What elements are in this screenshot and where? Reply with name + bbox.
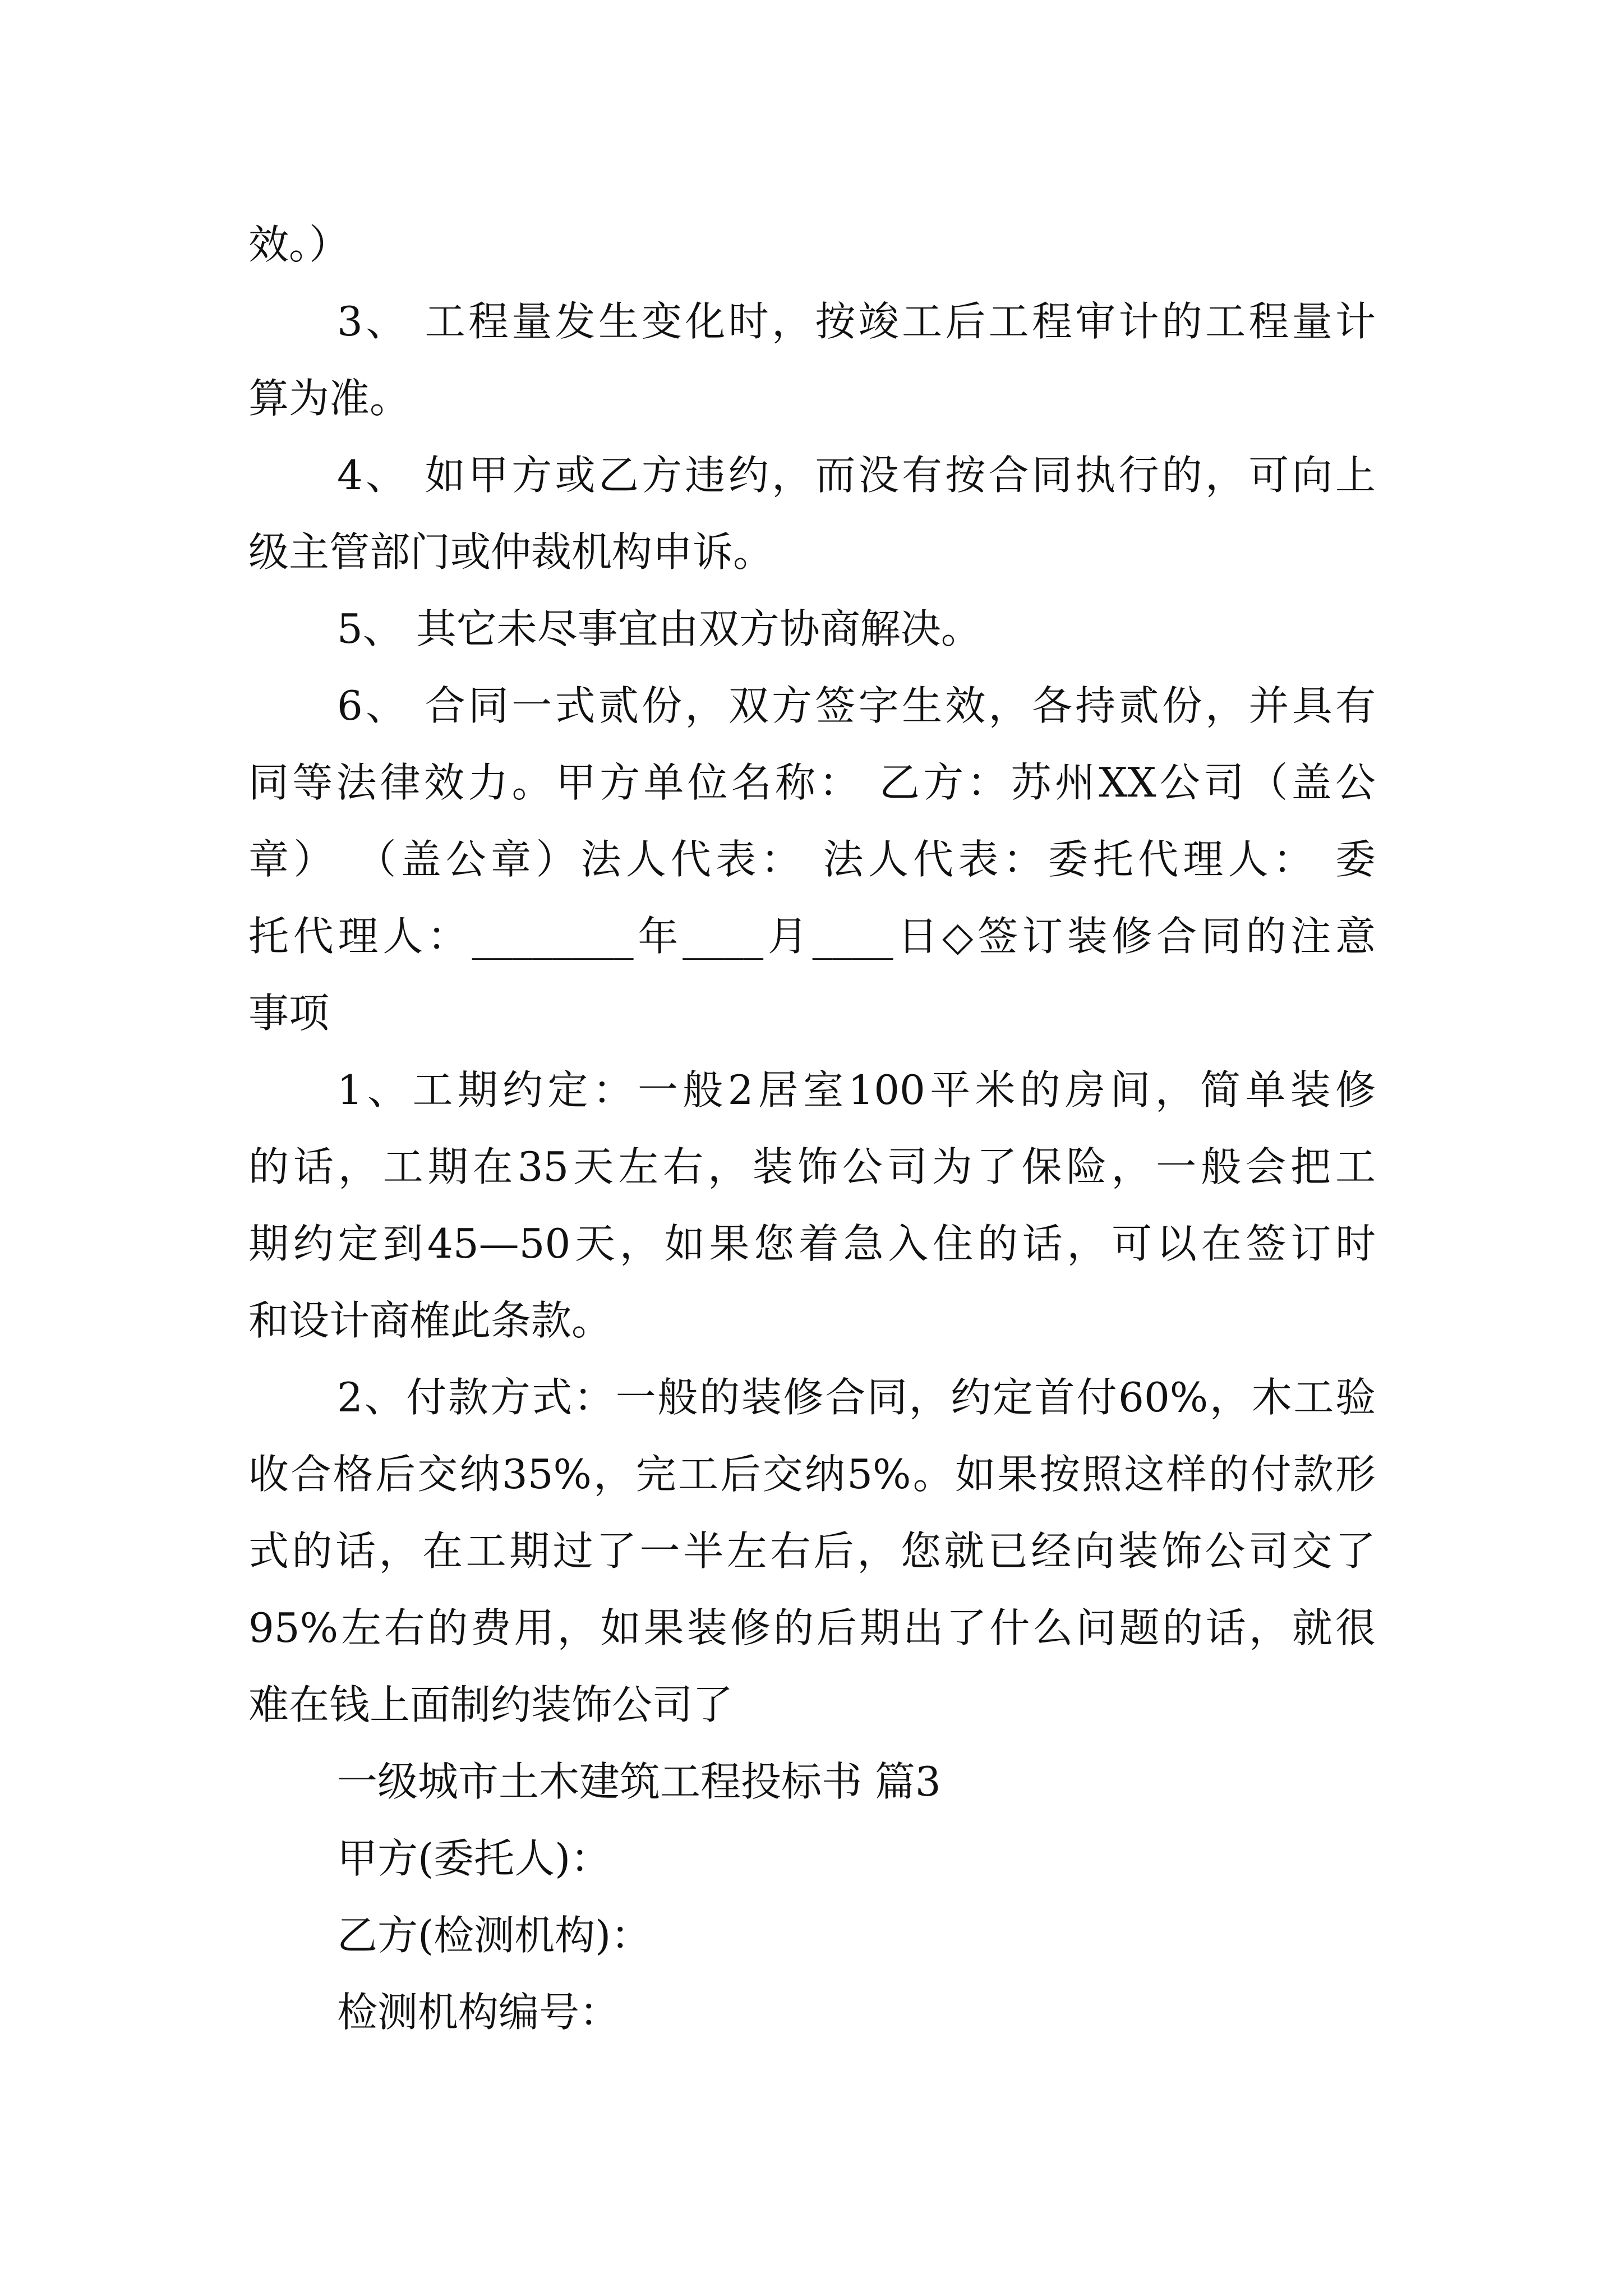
paragraph-line: 2、付款方式：一般的装修合同，约定首付60%，木工验 <box>337 1374 1376 1421</box>
paragraph-line: 5、 其它未尽事宜由双方协商解决。 <box>337 605 981 652</box>
paragraph-line: 式的话，在工期过了一半左右后，您就已经向装饰公司交了 <box>248 1527 1376 1575</box>
paragraph-line: 1、工期约定：一般2居室100平米的房间，简单装修 <box>337 1066 1376 1114</box>
paragraph-line: 6、 合同一式贰份，双方签字生效，各持贰份，并具有 <box>337 682 1376 729</box>
paragraph-line: 算为准。 <box>248 375 411 422</box>
paragraph-line: 事项 <box>248 990 330 1037</box>
paragraph-line: 检测机构编号： <box>337 1989 620 2036</box>
document-body <box>248 206 1376 2051</box>
paragraph-line: 收合格后交纳35%，完工后交纳5%。如果按照这样的付款形 <box>248 1451 1376 1498</box>
paragraph-line: 托代理人：________年____月____日◇签订装修合同的注意 <box>248 913 1376 960</box>
paragraph-line: 级主管部门或仲裁机构申诉。 <box>248 528 774 576</box>
section-heading: 一级城市土木建筑工程投标书 篇3 <box>337 1758 941 1805</box>
paragraph-line: 95%左右的费用，如果装修的后期出了什么问题的话，就很 <box>248 1604 1376 1651</box>
paragraph-line: 期约定到45—50天，如果您着急入住的话，可以在签订时 <box>248 1220 1376 1267</box>
paragraph-line: 乙方(检测机构)： <box>337 1912 652 1959</box>
paragraph-line: 3、 工程量发生变化时，按竣工后工程审计的工程量计 <box>337 298 1376 345</box>
paragraph-line: 同等法律效力。甲方单位名称： 乙方：苏州XX公司（盖公 <box>248 759 1376 806</box>
paragraph-line: 4、 如甲方或乙方违约，而没有按合同执行的，可向上 <box>337 452 1376 499</box>
paragraph-line: 难在钱上面制约装饰公司了 <box>248 1681 734 1728</box>
paragraph-line: 章） （盖公章）法人代表： 法人代表：委托代理人： 委 <box>248 836 1376 883</box>
paragraph-line: 效。） <box>248 221 350 268</box>
paragraph-line: 的话，工期在35天左右，装饰公司为了保险，一般会把工 <box>248 1143 1376 1190</box>
paragraph-line: 和设计商榷此条款。 <box>248 1297 612 1344</box>
paragraph-line: 甲方(委托人)： <box>337 1835 611 1882</box>
